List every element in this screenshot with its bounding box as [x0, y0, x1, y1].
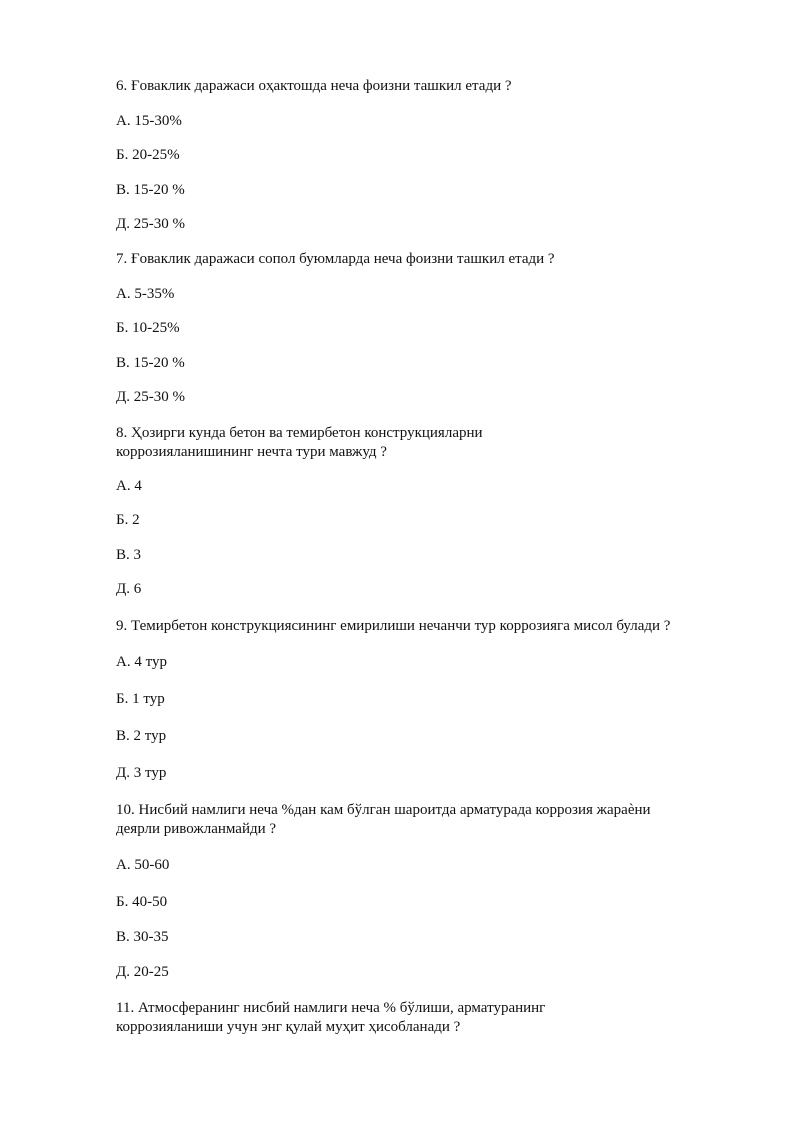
question-8-option-d: Д. 6 [116, 581, 142, 597]
question-7-option-v: В. 15-20 % [116, 355, 185, 371]
question-8-text-line-2: коррозияланишининг нечта тури мавжуд ? [116, 444, 387, 460]
question-11-text-line-2: коррозияланиши учун энг қулай муҳит ҳисобланади ? [116, 1019, 461, 1035]
question-7-option-a: А. 5-35% [116, 286, 175, 302]
question-6-option-v: В. 15-20 % [116, 182, 185, 198]
question-8-text-line-1: 8. Ҳозирги кунда бетон ва темирбетон конструкцияларни [116, 425, 483, 441]
question-9-option-v: В. 2 тур [116, 728, 167, 744]
question-6-option-d: Д. 25-30 % [116, 216, 185, 232]
question-6-option-b: Б. 20-25% [116, 147, 180, 163]
question-10-text-line-1: 10. Нисбий намлиги неча %дан кам бўлган шароитда арматурада коррозия жараѐни [116, 802, 651, 818]
question-8-option-b: Б. 2 [116, 512, 140, 528]
question-10-option-v: В. 30-35 [116, 929, 169, 945]
question-10-option-b: Б. 40-50 [116, 894, 168, 910]
question-6-option-a: А. 15-30% [116, 113, 182, 129]
question-6-text: 6. Ғоваклик даражаси оҳактошда неча фоизни ташкил етади ? [116, 78, 512, 94]
question-7-option-d: Д. 25-30 % [116, 389, 185, 405]
question-10-option-d: Д. 20-25 [116, 964, 169, 980]
question-8-option-v: В. 3 [116, 547, 142, 563]
question-7-option-b: Б. 10-25% [116, 320, 180, 336]
question-8-option-a: А. 4 [116, 478, 142, 494]
question-9-option-d: Д. 3 тур [116, 765, 167, 781]
question-9-text: 9. Темирбетон конструкциясининг емирилиши нечанчи тур коррозияга мисол булади ? [116, 618, 671, 634]
question-11-text-line-1: 11. Атмосферанинг нисбий намлиги неча % бўлиши, арматуранинг [116, 1000, 546, 1016]
question-9-option-b: Б. 1 тур [116, 691, 165, 707]
question-10-text-line-2: деярли ривожланмайди ? [116, 821, 277, 837]
question-7-text: 7. Ғоваклик даражаси сопол буюмларда неча фоизни ташкил етади ? [116, 251, 555, 267]
question-10-option-a: А. 50-60 [116, 857, 170, 873]
question-9-option-a: А. 4 тур [116, 654, 167, 670]
